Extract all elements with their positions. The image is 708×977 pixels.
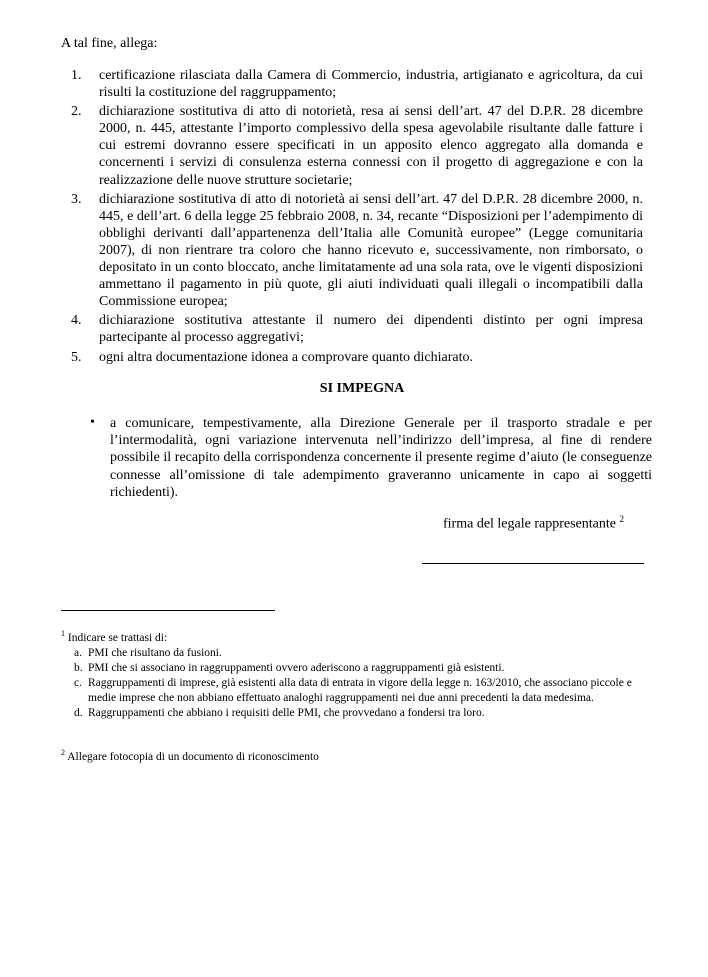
- footnote-1: [61, 626, 661, 721]
- footnote-item: [61, 676, 661, 706]
- section-heading: SI IMPEGNA: [319, 381, 405, 396]
- footnote-1-list: [61, 646, 661, 721]
- footnote-2: [61, 748, 319, 763]
- footnote-item-text: Raggruppamenti di imprese, già esistenti alla data di entrata in vigore della legge n. 163/2010, che associano piccole e medie imprese che non abbiano effettuato analoghi raggruppamenti nei due anni precedenti la data medesima.: [88, 676, 632, 704]
- footnote-1-title: [61, 626, 661, 646]
- commitment-text: a comunicare, tempestivamente, alla Direzione Generale per il trasporto stradale e per l’intermodalità, ogni variazione intervenuta nell’indirizzo dell’impresa, al fine di rendere possibile il recapito della corrispondenza concernente il presente regime d’aiuto (le conseguenze connesse all’omissione di tale adempimento graveranno unicamente in capo ai soggetti richiedenti).: [110, 416, 652, 500]
- item-number: 1.: [71, 68, 82, 83]
- footnote-separator: [61, 610, 275, 611]
- footnote-item-letter: c.: [74, 676, 82, 689]
- signature-text: firma del legale rappresentante: [443, 516, 616, 532]
- bullet-icon: •: [90, 415, 95, 430]
- footnote-item: [61, 646, 661, 661]
- item-number: 3.: [71, 191, 82, 207]
- footnote-item-text: Raggruppamenti che abbiano i requisiti delle PMI, che provvedano a fondersi tra loro.: [88, 706, 485, 719]
- item-number: 4.: [71, 313, 82, 329]
- signature-label: [443, 514, 624, 533]
- footnote-item-letter: a.: [74, 646, 82, 659]
- footnote-item-letter: b.: [74, 661, 83, 674]
- item-text: ogni altra documentazione idonea a comprovare quanto dichiarato.: [99, 349, 473, 365]
- item-number: 5.: [71, 349, 82, 365]
- list-item: [71, 67, 643, 101]
- attachments-list: [71, 67, 643, 368]
- commitment-bullet: [90, 415, 652, 501]
- footnote-2-text: Allegare fotocopia di un documento di riconoscimento: [67, 750, 319, 763]
- item-text: dichiarazione sostitutiva attestante il numero dei dipendenti distinto per ogni impresa partecipante al processo aggregativi;: [99, 313, 643, 346]
- footnote-1-title-text: Indicare se trattasi di:: [67, 631, 168, 644]
- footnote-item-text: PMI che risultano da fusioni.: [88, 646, 222, 659]
- signature-footnote-ref: 2: [619, 514, 624, 524]
- item-text: dichiarazione sostitutiva di atto di notorietà ai sensi dell’art. 47 del D.P.R. 28 dicembre 2000, n. 445, e dell’art. 6 della legge 25 febbraio 2008, n. 34, recante “Disposizioni per l’adempimento di obblighi derivanti dall’appartenenza dell’Italia alle Comunità europee” (Legge comunitaria 2007), di non rientrare tra coloro che hanno ricevuto e, successivamente, non rimborsato, o depositato in un conto bloccato, anche limitatamente ad una sola rata, ove le vigenti disposizioni ammettano il pagamento in più quote, gli aiuti individuati quali illegali o incompatibili dalla Commissione europea;: [99, 191, 643, 310]
- list-item: [71, 312, 643, 346]
- footnote-item: [61, 706, 661, 721]
- footnote-item-text: PMI che si associano in raggruppamenti ovvero aderiscono a raggruppamenti già esistenti.: [88, 661, 505, 674]
- footnote-1-ref: 1: [61, 629, 65, 638]
- list-item: [71, 103, 643, 188]
- item-text: certificazione rilasciata dalla Camera di Commercio, industria, artigianato e agricoltura, da cui risulti la costituzione del raggruppamento;: [99, 68, 643, 101]
- item-number: 2.: [71, 104, 82, 120]
- signature-line: [422, 563, 644, 564]
- footnote-item-letter: d.: [74, 706, 83, 719]
- item-text: dichiarazione sostitutiva di atto di notorietà, resa ai sensi dell’art. 47 del D.P.R. 28 dicembre 2000, n. 445, attestante l’importo complessivo della spesa agevolabile risultante dalle fatture i cui estremi dovranno essere specificati in un apposito elenco aggregato alla domanda e concernenti i servizi di consulenza esterna connessi con il progetto di aggregazione e con la realizzazione delle nuove strutture societarie;: [99, 104, 643, 188]
- list-item: [71, 349, 643, 366]
- footnote-item: [61, 661, 661, 676]
- list-item: [71, 191, 643, 311]
- footnote-2-ref: 2: [61, 748, 65, 757]
- intro-text: A tal fine, allega:: [61, 36, 158, 51]
